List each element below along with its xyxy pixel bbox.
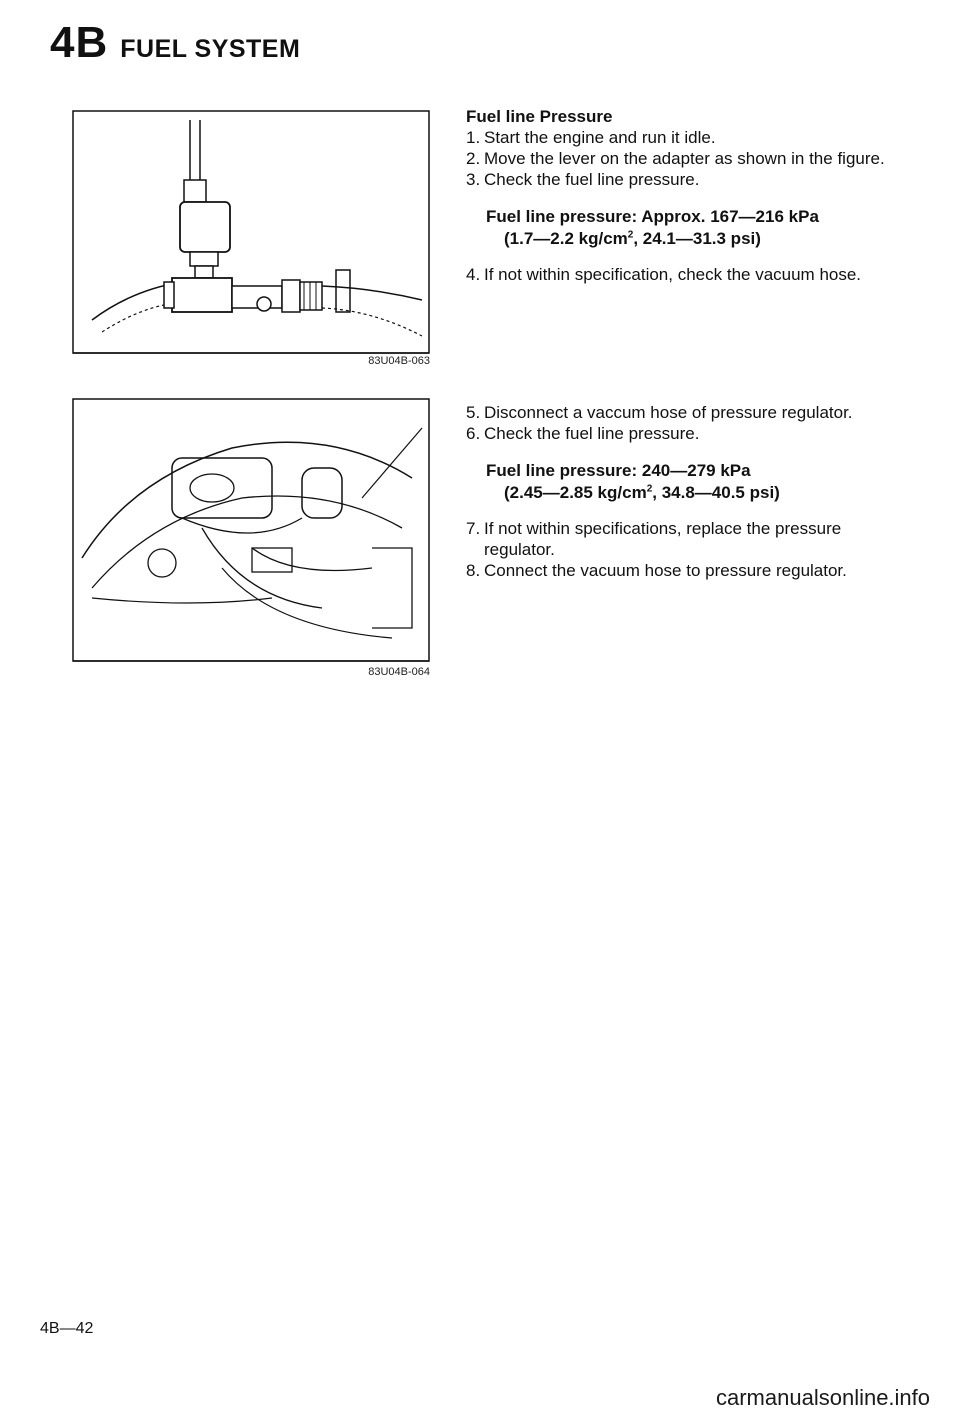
step-number: 1. xyxy=(466,128,481,147)
figure-engine-bay xyxy=(72,398,430,678)
spec-fuel-line-pressure xyxy=(486,206,886,250)
section-number: 4B xyxy=(50,18,109,67)
step-text: If not within specifications, replace the pressure regulator. xyxy=(484,519,842,559)
spec-line xyxy=(486,482,886,504)
fuel-gauge-adapter-illustration xyxy=(72,110,430,368)
spec-part: (2.45—2.85 kg/cm xyxy=(504,483,647,502)
spec-superscript: 2 xyxy=(627,229,634,241)
step-item xyxy=(466,402,886,423)
step-item xyxy=(466,148,886,169)
spec-line: Fuel line pressure: 240—279 kPa xyxy=(486,461,751,480)
step-text: Disconnect a vaccum hose of pressure regulator. xyxy=(484,403,853,422)
step-item xyxy=(466,264,886,285)
step-item xyxy=(466,169,886,190)
step-item xyxy=(466,560,886,581)
spec-part: , 24.1—31.3 psi) xyxy=(633,229,761,248)
step-item xyxy=(466,127,886,148)
section-header xyxy=(50,18,300,68)
step-number: 6. xyxy=(466,424,481,443)
procedure-block-1 xyxy=(466,106,886,285)
section-title: FUEL SYSTEM xyxy=(120,35,301,63)
step-item xyxy=(466,518,886,560)
spec-superscript: 2 xyxy=(646,483,653,495)
spec-part: , 34.8—40.5 psi) xyxy=(652,483,780,502)
step-text: Check the fuel line pressure. xyxy=(484,170,700,189)
step-number: 5. xyxy=(466,403,481,422)
page-number: 4B—42 xyxy=(40,1320,94,1337)
step-text: Move the lever on the adapter as shown in the figure. xyxy=(484,149,885,168)
step-number: 8. xyxy=(466,561,481,580)
step-item xyxy=(466,423,886,444)
spec-line: Fuel line pressure: Approx. 167—216 kPa xyxy=(486,207,819,226)
spec-line xyxy=(486,228,886,250)
step-number: 4. xyxy=(466,265,481,284)
spec-part: (1.7—2.2 kg/cm xyxy=(504,229,628,248)
spec-fuel-line-pressure xyxy=(486,460,886,504)
step-text: Connect the vacuum hose to pressure regulator. xyxy=(484,561,847,580)
step-number: 2. xyxy=(466,149,481,168)
step-number: 3. xyxy=(466,170,481,189)
figure-fuel-gauge-adapter xyxy=(72,110,430,368)
procedure-heading: Fuel line Pressure xyxy=(466,107,613,126)
step-text: Check the fuel line pressure. xyxy=(484,424,700,443)
step-text: Start the engine and run it idle. xyxy=(484,128,716,147)
footer-watermark: carmanualsonline.info xyxy=(716,1385,931,1410)
step-number: 7. xyxy=(466,519,481,538)
procedure-block-2 xyxy=(466,402,886,581)
figure-code: 83U04B-064 xyxy=(368,666,430,678)
engine-bay-illustration xyxy=(72,398,430,666)
figure-code: 83U04B-063 xyxy=(368,355,430,367)
step-text: If not within specification, check the vacuum hose. xyxy=(484,265,862,284)
